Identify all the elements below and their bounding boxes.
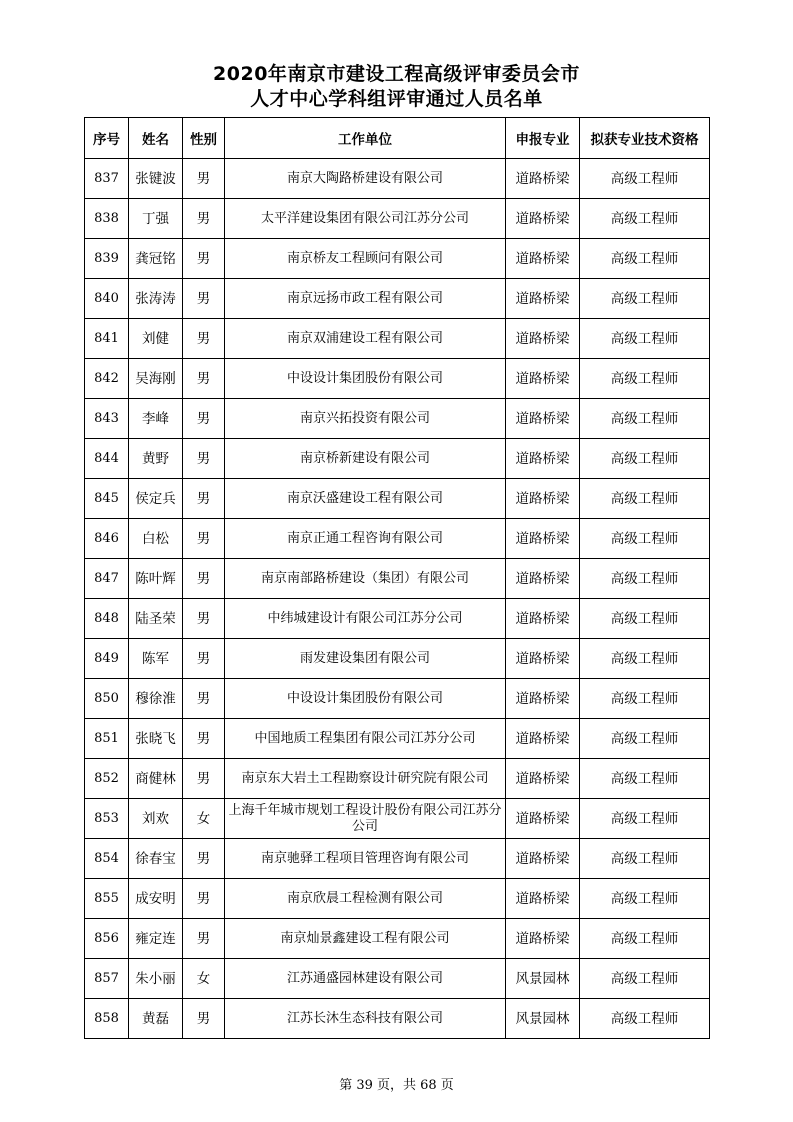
cell-qualification: 高级工程师 — [580, 839, 710, 879]
cell-work-unit: 南京正通工程咨询有限公司 — [225, 519, 506, 559]
table-row — [85, 279, 710, 319]
cell-work-unit: 中设设计集团股份有限公司 — [225, 359, 506, 399]
header-declared-major: 申报专业 — [506, 118, 580, 159]
table-row — [85, 919, 710, 959]
table-body — [85, 159, 710, 1039]
cell-gender: 男 — [183, 439, 225, 479]
cell-qualification: 高级工程师 — [580, 879, 710, 919]
cell-serial-number: 852 — [85, 759, 129, 799]
cell-serial-number: 847 — [85, 559, 129, 599]
cell-work-unit: 南京驰驿工程项目管理咨询有限公司 — [225, 839, 506, 879]
cell-gender: 男 — [183, 679, 225, 719]
cell-declared-major: 道路桥梁 — [506, 799, 580, 839]
cell-name: 刘欢 — [129, 799, 183, 839]
cell-gender: 男 — [183, 719, 225, 759]
cell-qualification: 高级工程师 — [580, 199, 710, 239]
cell-gender: 女 — [183, 799, 225, 839]
cell-name: 张涛涛 — [129, 279, 183, 319]
table-row — [85, 199, 710, 239]
cell-serial-number: 838 — [85, 199, 129, 239]
cell-serial-number: 842 — [85, 359, 129, 399]
cell-name: 陈叶辉 — [129, 559, 183, 599]
cell-serial-number: 846 — [85, 519, 129, 559]
header-name: 姓名 — [129, 118, 183, 159]
table-row — [85, 439, 710, 479]
cell-serial-number: 850 — [85, 679, 129, 719]
cell-name: 张晓飞 — [129, 719, 183, 759]
cell-qualification: 高级工程师 — [580, 159, 710, 199]
cell-work-unit: 南京灿景鑫建设工程有限公司 — [225, 919, 506, 959]
cell-gender: 男 — [183, 399, 225, 439]
table-row — [85, 359, 710, 399]
cell-name: 黄磊 — [129, 999, 183, 1039]
cell-qualification: 高级工程师 — [580, 279, 710, 319]
cell-gender: 男 — [183, 319, 225, 359]
cell-gender: 男 — [183, 759, 225, 799]
cell-declared-major: 道路桥梁 — [506, 359, 580, 399]
cell-qualification: 高级工程师 — [580, 439, 710, 479]
cell-qualification: 高级工程师 — [580, 959, 710, 999]
cell-qualification: 高级工程师 — [580, 479, 710, 519]
cell-work-unit: 江苏长沐生态科技有限公司 — [225, 999, 506, 1039]
cell-work-unit: 南京兴拓投资有限公司 — [225, 399, 506, 439]
cell-declared-major: 道路桥梁 — [506, 199, 580, 239]
cell-gender: 女 — [183, 959, 225, 999]
cell-work-unit: 南京欣晨工程检测有限公司 — [225, 879, 506, 919]
cell-name: 李峰 — [129, 399, 183, 439]
cell-gender: 男 — [183, 599, 225, 639]
cell-qualification: 高级工程师 — [580, 999, 710, 1039]
header-serial-number: 序号 — [85, 118, 129, 159]
cell-declared-major: 道路桥梁 — [506, 159, 580, 199]
cell-serial-number: 844 — [85, 439, 129, 479]
header-row — [85, 118, 710, 159]
cell-declared-major: 道路桥梁 — [506, 479, 580, 519]
cell-name: 黄野 — [129, 439, 183, 479]
cell-declared-major: 道路桥梁 — [506, 919, 580, 959]
cell-gender: 男 — [183, 479, 225, 519]
cell-gender: 男 — [183, 239, 225, 279]
cell-serial-number: 841 — [85, 319, 129, 359]
cell-qualification: 高级工程师 — [580, 639, 710, 679]
cell-qualification: 高级工程师 — [580, 559, 710, 599]
table-row — [85, 479, 710, 519]
cell-serial-number: 856 — [85, 919, 129, 959]
cell-name: 陆圣荣 — [129, 599, 183, 639]
cell-gender: 男 — [183, 559, 225, 599]
cell-serial-number: 849 — [85, 639, 129, 679]
cell-qualification: 高级工程师 — [580, 519, 710, 559]
cell-qualification: 高级工程师 — [580, 359, 710, 399]
cell-work-unit: 南京沃盛建设工程有限公司 — [225, 479, 506, 519]
cell-declared-major: 风景园林 — [506, 959, 580, 999]
page-number: 第 39 页，共 68 页 — [339, 1078, 454, 1093]
cell-gender: 男 — [183, 919, 225, 959]
cell-qualification: 高级工程师 — [580, 679, 710, 719]
cell-declared-major: 道路桥梁 — [506, 439, 580, 479]
cell-serial-number: 839 — [85, 239, 129, 279]
cell-qualification: 高级工程师 — [580, 239, 710, 279]
cell-qualification: 高级工程师 — [580, 799, 710, 839]
cell-declared-major: 道路桥梁 — [506, 639, 580, 679]
cell-serial-number: 858 — [85, 999, 129, 1039]
cell-work-unit: 中国地质工程集团有限公司江苏分公司 — [225, 719, 506, 759]
cell-work-unit: 南京远扬市政工程有限公司 — [225, 279, 506, 319]
cell-qualification: 高级工程师 — [580, 319, 710, 359]
header-qualification: 拟获专业技术资格 — [580, 118, 710, 159]
cell-serial-number: 843 — [85, 399, 129, 439]
cell-work-unit: 太平洋建设集团有限公司江苏分公司 — [225, 199, 506, 239]
table-row — [85, 799, 710, 839]
cell-gender: 男 — [183, 159, 225, 199]
table-row — [85, 519, 710, 559]
cell-serial-number: 857 — [85, 959, 129, 999]
cell-name: 丁强 — [129, 199, 183, 239]
cell-declared-major: 道路桥梁 — [506, 759, 580, 799]
table-row — [85, 399, 710, 439]
cell-gender: 男 — [183, 359, 225, 399]
cell-declared-major: 道路桥梁 — [506, 879, 580, 919]
cell-serial-number: 837 — [85, 159, 129, 199]
cell-work-unit: 南京大陶路桥建设有限公司 — [225, 159, 506, 199]
cell-name: 吴海刚 — [129, 359, 183, 399]
cell-serial-number: 855 — [85, 879, 129, 919]
cell-work-unit: 南京南部路桥建设（集团）有限公司 — [225, 559, 506, 599]
cell-gender: 男 — [183, 879, 225, 919]
cell-declared-major: 道路桥梁 — [506, 399, 580, 439]
cell-declared-major: 道路桥梁 — [506, 319, 580, 359]
cell-gender: 男 — [183, 999, 225, 1039]
cell-name: 刘健 — [129, 319, 183, 359]
table-row — [85, 599, 710, 639]
cell-serial-number: 851 — [85, 719, 129, 759]
table-row — [85, 879, 710, 919]
cell-work-unit: 中设设计集团股份有限公司 — [225, 679, 506, 719]
cell-qualification: 高级工程师 — [580, 919, 710, 959]
cell-gender: 男 — [183, 199, 225, 239]
cell-qualification: 高级工程师 — [580, 599, 710, 639]
cell-name: 白松 — [129, 519, 183, 559]
document-title — [0, 62, 793, 112]
cell-declared-major: 风景园林 — [506, 999, 580, 1039]
cell-name: 张键波 — [129, 159, 183, 199]
cell-qualification: 高级工程师 — [580, 399, 710, 439]
cell-gender: 男 — [183, 839, 225, 879]
cell-gender: 男 — [183, 639, 225, 679]
cell-name: 陈军 — [129, 639, 183, 679]
header-work-unit: 工作单位 — [225, 118, 506, 159]
cell-name: 商健林 — [129, 759, 183, 799]
cell-declared-major: 道路桥梁 — [506, 839, 580, 879]
cell-name: 徐春宝 — [129, 839, 183, 879]
cell-work-unit: 南京桥新建设有限公司 — [225, 439, 506, 479]
cell-declared-major: 道路桥梁 — [506, 519, 580, 559]
cell-qualification: 高级工程师 — [580, 759, 710, 799]
title-line-2: 人才中心学科组评审通过人员名单 — [250, 88, 543, 110]
cell-declared-major: 道路桥梁 — [506, 599, 580, 639]
cell-work-unit: 南京东大岩土工程勘察设计研究院有限公司 — [225, 759, 506, 799]
table-row — [85, 719, 710, 759]
cell-work-unit: 中纬城建设计有限公司江苏分公司 — [225, 599, 506, 639]
cell-work-unit: 南京双浦建设工程有限公司 — [225, 319, 506, 359]
table-row — [85, 959, 710, 999]
cell-declared-major: 道路桥梁 — [506, 239, 580, 279]
cell-declared-major: 道路桥梁 — [506, 279, 580, 319]
cell-work-unit: 江苏通盛园林建设有限公司 — [225, 959, 506, 999]
table-row — [85, 839, 710, 879]
table-row — [85, 759, 710, 799]
cell-name: 龚冠铭 — [129, 239, 183, 279]
table-header — [85, 118, 710, 159]
cell-name: 穆徐淮 — [129, 679, 183, 719]
table-row — [85, 999, 710, 1039]
cell-serial-number: 854 — [85, 839, 129, 879]
cell-qualification: 高级工程师 — [580, 719, 710, 759]
cell-work-unit: 南京桥友工程顾问有限公司 — [225, 239, 506, 279]
cell-gender: 男 — [183, 519, 225, 559]
cell-gender: 男 — [183, 279, 225, 319]
cell-work-unit: 雨发建设集团有限公司 — [225, 639, 506, 679]
cell-name: 朱小丽 — [129, 959, 183, 999]
table-row — [85, 159, 710, 199]
cell-name: 雍定连 — [129, 919, 183, 959]
personnel-table — [84, 117, 710, 1039]
table-row — [85, 319, 710, 359]
cell-serial-number: 845 — [85, 479, 129, 519]
cell-declared-major: 道路桥梁 — [506, 719, 580, 759]
cell-serial-number: 848 — [85, 599, 129, 639]
cell-declared-major: 道路桥梁 — [506, 679, 580, 719]
table-row — [85, 679, 710, 719]
cell-name: 侯定兵 — [129, 479, 183, 519]
cell-work-unit: 上海千年城市规划工程设计股份有限公司江苏分公司 — [225, 799, 506, 839]
title-line-1: 2020年南京市建设工程高级评审委员会市 — [213, 63, 580, 85]
cell-serial-number: 840 — [85, 279, 129, 319]
table-row — [85, 559, 710, 599]
table-row — [85, 239, 710, 279]
cell-declared-major: 道路桥梁 — [506, 559, 580, 599]
cell-serial-number: 853 — [85, 799, 129, 839]
table-row — [85, 639, 710, 679]
cell-name: 成安明 — [129, 879, 183, 919]
header-gender: 性别 — [183, 118, 225, 159]
